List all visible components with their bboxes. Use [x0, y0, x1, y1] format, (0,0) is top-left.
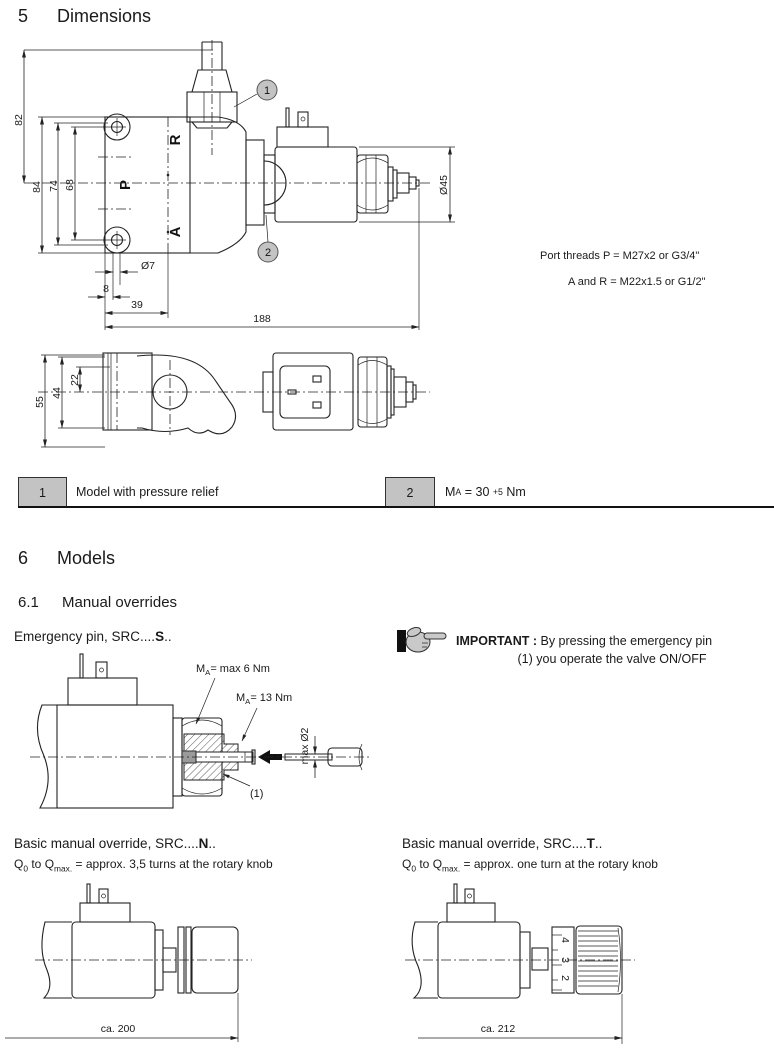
t-q0: 0 — [411, 863, 417, 874]
dim-84: 84 — [31, 181, 43, 193]
port-threads-line1: Port threads P = M27x2 or G3/4" — [540, 250, 700, 262]
section-6-title: Models — [57, 548, 116, 568]
legend-1-text: Model with pressure relief — [76, 484, 219, 499]
legend-cell-1 — [18, 477, 67, 508]
n-q: Q — [14, 857, 24, 871]
dimension-lines-bottom — [88, 188, 419, 330]
balloon-2-number: 2 — [264, 247, 272, 259]
dim-68: 68 — [64, 179, 76, 191]
t1-m: M — [196, 663, 206, 675]
dim-max-dia2: max Ø2 — [299, 727, 311, 765]
dim-ca-212: ca. 212 — [480, 1023, 516, 1035]
emergency-pin-heading — [14, 629, 172, 644]
basic-override-t-heading — [402, 836, 602, 851]
t-mid: to Q — [416, 857, 443, 871]
section-6-1-title: Manual overrides — [62, 594, 178, 611]
t-qmax: max. — [442, 863, 461, 874]
basic-override-n-heading — [14, 836, 216, 851]
t1-sub: A — [205, 668, 211, 678]
dim-7: Ø7 — [141, 260, 156, 272]
knob-scale-2: 2 — [559, 975, 571, 981]
dim-39: 39 — [131, 299, 143, 311]
torque-unit: Nm — [502, 484, 526, 499]
emergency-suffix: .. — [164, 629, 172, 644]
torque-subscript: A — [455, 486, 462, 497]
torque-symbol: M — [445, 484, 456, 499]
port-threads-line2: A and R = M22x1.5 or G1/2" — [568, 276, 706, 288]
knob-scale-3: 3 — [559, 957, 571, 963]
solenoid-assembly — [264, 108, 419, 222]
torque-label-6nm — [196, 663, 270, 677]
legend-cell-2 — [385, 477, 435, 508]
dim-55: 55 — [34, 396, 46, 408]
pin-reference-label: (1) — [250, 788, 264, 800]
override-t-drawing — [390, 880, 650, 1060]
solenoid-coil — [412, 884, 520, 998]
t-suffix: .. — [594, 836, 603, 851]
section-6-heading — [18, 548, 115, 569]
knob-scale-4: 4 — [559, 937, 571, 943]
n-mid: to Q — [28, 857, 55, 871]
section-6-1-heading — [18, 594, 177, 611]
n-variant-letter: N — [198, 836, 209, 851]
solenoid-coil — [42, 884, 155, 998]
knurling — [578, 931, 618, 986]
port-letter-p: P — [117, 179, 134, 191]
t2-rest: = 13 Nm — [250, 692, 293, 704]
dimension-lines-left — [34, 355, 110, 447]
important-note-line2: (1) you operate the valve ON/OFF — [517, 652, 707, 666]
legend-1-number: 1 — [39, 485, 46, 500]
dimension-ca200 — [5, 993, 238, 1042]
dimension-lines-left — [13, 50, 213, 253]
important-text1: By pressing the emergency pin — [537, 634, 713, 648]
section-5-heading — [18, 6, 151, 27]
t-q: Q — [402, 857, 412, 871]
dim-82: 82 — [13, 114, 25, 126]
n-prefix: Basic manual override, SRC.... — [14, 836, 199, 851]
balloon-1 — [234, 80, 277, 107]
important-label: IMPORTANT : — [456, 634, 538, 648]
torque-label-13nm — [236, 692, 292, 706]
important-note-line1 — [456, 634, 712, 648]
t-variant-letter: T — [586, 836, 595, 851]
n-rest: = approx. 3,5 turns at the rotary knob — [72, 857, 273, 871]
balloon-1-number: 1 — [263, 85, 271, 97]
dimension-ca212 — [418, 994, 622, 1044]
section-6-1-number: 6.1 — [18, 594, 39, 611]
n-q0: 0 — [23, 863, 29, 874]
torque-tolerance: +5 — [492, 486, 503, 497]
t-rest: = approx. one turn at the rotary knob — [460, 857, 658, 871]
dim-188: 188 — [253, 313, 271, 325]
emergency-prefix: Emergency pin, SRC.... — [14, 629, 156, 644]
t1-rest: = max 6 Nm — [210, 663, 270, 675]
override-n-drawing — [0, 880, 270, 1060]
legend-2-text — [445, 476, 526, 507]
t-prefix: Basic manual override, SRC.... — [402, 836, 587, 851]
dim-8: 8 — [103, 283, 109, 295]
legend-divider — [18, 506, 774, 508]
port-letter-a: A — [167, 226, 184, 238]
dim-ca-200: ca. 200 — [100, 1023, 136, 1035]
balloon-2 — [258, 215, 278, 262]
n-suffix: .. — [208, 836, 216, 851]
torque-value: = 30 — [461, 484, 493, 499]
n-qmax: max. — [54, 863, 73, 874]
basic-override-n-subline — [14, 857, 273, 873]
dim-44: 44 — [51, 387, 63, 399]
section-6-number: 6 — [18, 548, 29, 568]
section-5-title: Dimensions — [57, 6, 152, 26]
top-view-drawing — [30, 340, 450, 462]
basic-override-t-subline — [402, 857, 658, 873]
port-letter-r: R — [167, 134, 184, 146]
legend-2-number: 2 — [406, 485, 414, 500]
dim-22: 22 — [69, 374, 81, 386]
section-5-number: 5 — [18, 6, 29, 26]
valve-body — [98, 114, 286, 253]
solenoid-coil — [37, 654, 182, 808]
dim-74: 74 — [48, 180, 60, 192]
solenoid-top — [263, 353, 416, 430]
front-view-drawing — [10, 40, 465, 338]
dim-45: Ø45 — [438, 175, 450, 195]
emergency-variant-letter: S — [155, 629, 165, 644]
pressure-relief-valve — [187, 40, 237, 155]
valve-top-body — [103, 353, 236, 435]
t2-sub: A — [245, 697, 251, 707]
pointing-hand-icon — [396, 622, 448, 660]
emergency-pin-tool — [258, 727, 362, 778]
t2-m: M — [236, 692, 246, 704]
